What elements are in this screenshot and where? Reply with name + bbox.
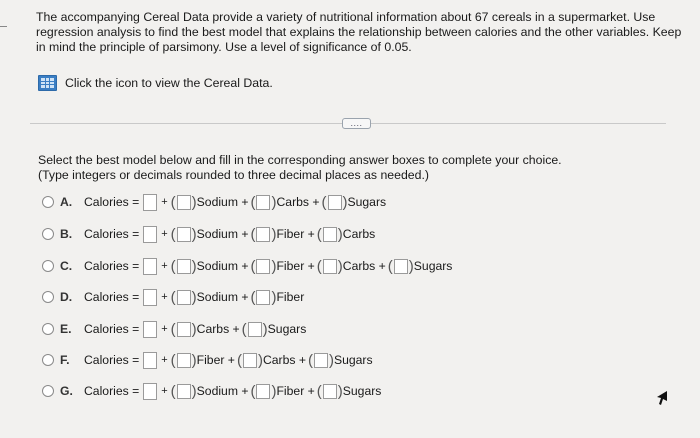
coefficient-input[interactable] — [177, 353, 191, 368]
coefficient-input[interactable] — [323, 227, 337, 242]
open-paren: ( — [250, 193, 256, 211]
open-paren: ( — [170, 320, 176, 338]
option-radio[interactable] — [42, 354, 54, 366]
close-paren: ) — [191, 225, 197, 243]
view-data-link[interactable] — [38, 75, 273, 91]
coefficient-input[interactable] — [256, 227, 270, 242]
close-paren: ) — [191, 288, 197, 306]
variable-term: Carbs — [342, 227, 376, 241]
option-row[interactable] — [42, 286, 306, 308]
instructions-line-1: Select the best model below and fill in the corresponding answer boxes to complete your choice. — [38, 153, 562, 167]
coefficient-input[interactable] — [256, 259, 270, 274]
option-letter: E. — [60, 322, 72, 336]
variable-term: Sodium + — [196, 290, 249, 304]
open-paren: ( — [250, 225, 256, 243]
open-paren: ( — [307, 351, 313, 369]
close-paren: ) — [191, 320, 197, 338]
variable-term: Sugars — [342, 384, 382, 398]
option-row[interactable] — [42, 191, 388, 213]
open-paren: ( — [170, 351, 176, 369]
variable-term: Sugars — [267, 322, 307, 336]
equation-lhs: Calories = — [84, 259, 140, 273]
plus-sign: + — [161, 196, 168, 208]
variable-term: Fiber + — [276, 227, 315, 241]
coefficient-input[interactable] — [177, 259, 191, 274]
close-paren: ) — [271, 225, 277, 243]
close-paren: ) — [191, 257, 197, 275]
option-letter: A. — [60, 195, 73, 209]
intercept-input[interactable] — [143, 258, 157, 275]
plus-sign: + — [161, 291, 168, 303]
equation-lhs: Calories = — [84, 322, 140, 336]
equation-lhs: Calories = — [84, 195, 140, 209]
option-radio[interactable] — [42, 323, 54, 335]
variable-term: Sugars — [347, 195, 387, 209]
option-row[interactable] — [42, 223, 377, 245]
plus-sign: + — [161, 323, 168, 335]
close-paren: ) — [271, 193, 277, 211]
equation-lhs: Calories = — [84, 227, 140, 241]
open-paren: ( — [316, 257, 322, 275]
close-paren: ) — [337, 257, 343, 275]
plus-sign: + — [161, 260, 168, 272]
close-paren: ) — [342, 193, 348, 211]
option-row[interactable] — [42, 380, 383, 402]
variable-term: Carbs + — [276, 195, 320, 209]
option-radio[interactable] — [42, 196, 54, 208]
open-paren: ( — [250, 382, 256, 400]
intercept-input[interactable] — [143, 352, 157, 369]
plus-sign: + — [161, 385, 168, 397]
variable-term: Carbs + — [342, 259, 386, 273]
variable-term: Fiber + — [276, 384, 315, 398]
open-paren: ( — [236, 351, 242, 369]
question-line-3: in mind the principle of parsimony. Use a level of significance of 0.05. — [36, 40, 412, 54]
close-paren: ) — [337, 382, 343, 400]
open-paren: ( — [250, 288, 256, 306]
option-radio[interactable] — [42, 260, 54, 272]
view-data-label[interactable]: Click the icon to view the Cereal Data. — [65, 76, 273, 90]
option-letter: C. — [60, 259, 73, 273]
plus-sign: + — [161, 228, 168, 240]
data-table-icon[interactable] — [38, 75, 57, 91]
open-paren: ( — [241, 320, 247, 338]
expand-more-button[interactable]: .... — [342, 118, 371, 129]
question-line-2: regression analysis to find the best model that explains the relationship between calories and the other variables. Keep — [36, 25, 682, 39]
intercept-input[interactable] — [143, 226, 157, 243]
coefficient-input[interactable] — [177, 384, 191, 399]
equation-lhs: Calories = — [84, 290, 140, 304]
open-paren: ( — [170, 382, 176, 400]
instructions-line-2: (Type integers or decimals rounded to three decimal places as needed.) — [38, 168, 429, 182]
open-paren: ( — [316, 225, 322, 243]
close-paren: ) — [271, 382, 277, 400]
coefficient-input[interactable] — [177, 322, 191, 337]
close-paren: ) — [408, 257, 414, 275]
mouse-cursor-icon — [655, 390, 669, 406]
close-paren: ) — [271, 288, 277, 306]
variable-term: Sodium + — [196, 259, 249, 273]
option-letter: F. — [60, 353, 70, 367]
option-letter: G. — [60, 384, 73, 398]
variable-term: Carbs + — [262, 353, 306, 367]
coefficient-input[interactable] — [328, 195, 342, 210]
question-line-1: The accompanying Cereal Data provide a variety of nutritional information about 67 cereals in a supermarket. Use — [36, 10, 656, 24]
coefficient-input[interactable] — [256, 290, 270, 305]
open-paren: ( — [387, 257, 393, 275]
option-radio[interactable] — [42, 385, 54, 397]
option-letter: B. — [60, 227, 73, 241]
instructions — [38, 153, 562, 183]
variable-term: Sodium + — [196, 195, 249, 209]
coefficient-input[interactable] — [323, 259, 337, 274]
variable-term: Sodium + — [196, 384, 249, 398]
coefficient-input[interactable] — [177, 195, 191, 210]
intercept-input[interactable] — [143, 383, 157, 400]
coefficient-input[interactable] — [177, 290, 191, 305]
option-row[interactable] — [42, 255, 454, 277]
close-paren: ) — [191, 382, 197, 400]
plus-sign: + — [161, 354, 168, 366]
close-paren: ) — [191, 193, 197, 211]
question-text — [36, 10, 696, 55]
equation-lhs: Calories = — [84, 384, 140, 398]
variable-term: Sugars — [413, 259, 453, 273]
open-paren: ( — [316, 382, 322, 400]
intercept-input[interactable] — [143, 194, 157, 211]
variable-term: Fiber + — [196, 353, 235, 367]
left-margin-tick — [0, 26, 7, 27]
open-paren: ( — [250, 257, 256, 275]
variable-term: Fiber — [276, 290, 305, 304]
intercept-input[interactable] — [143, 321, 157, 338]
close-paren: ) — [328, 351, 334, 369]
option-row[interactable] — [42, 349, 375, 371]
open-paren: ( — [170, 288, 176, 306]
close-paren: ) — [337, 225, 343, 243]
close-paren: ) — [271, 257, 277, 275]
coefficient-input[interactable] — [177, 227, 191, 242]
open-paren: ( — [170, 257, 176, 275]
option-letter: D. — [60, 290, 73, 304]
coefficient-input[interactable] — [243, 353, 257, 368]
variable-term: Sugars — [333, 353, 373, 367]
open-paren: ( — [321, 193, 327, 211]
coefficient-input[interactable] — [248, 322, 262, 337]
option-radio[interactable] — [42, 228, 54, 240]
variable-term: Sodium + — [196, 227, 249, 241]
close-paren: ) — [191, 351, 197, 369]
variable-term: Carbs + — [196, 322, 240, 336]
option-radio[interactable] — [42, 291, 54, 303]
coefficient-input[interactable] — [256, 195, 270, 210]
option-row[interactable] — [42, 318, 308, 340]
coefficient-input[interactable] — [394, 259, 408, 274]
coefficient-input[interactable] — [323, 384, 337, 399]
open-paren: ( — [170, 193, 176, 211]
close-paren: ) — [262, 320, 268, 338]
close-paren: ) — [257, 351, 263, 369]
coefficient-input[interactable] — [256, 384, 270, 399]
intercept-input[interactable] — [143, 289, 157, 306]
variable-term: Fiber + — [276, 259, 315, 273]
coefficient-input[interactable] — [314, 353, 328, 368]
equation-lhs: Calories = — [84, 353, 140, 367]
open-paren: ( — [170, 225, 176, 243]
